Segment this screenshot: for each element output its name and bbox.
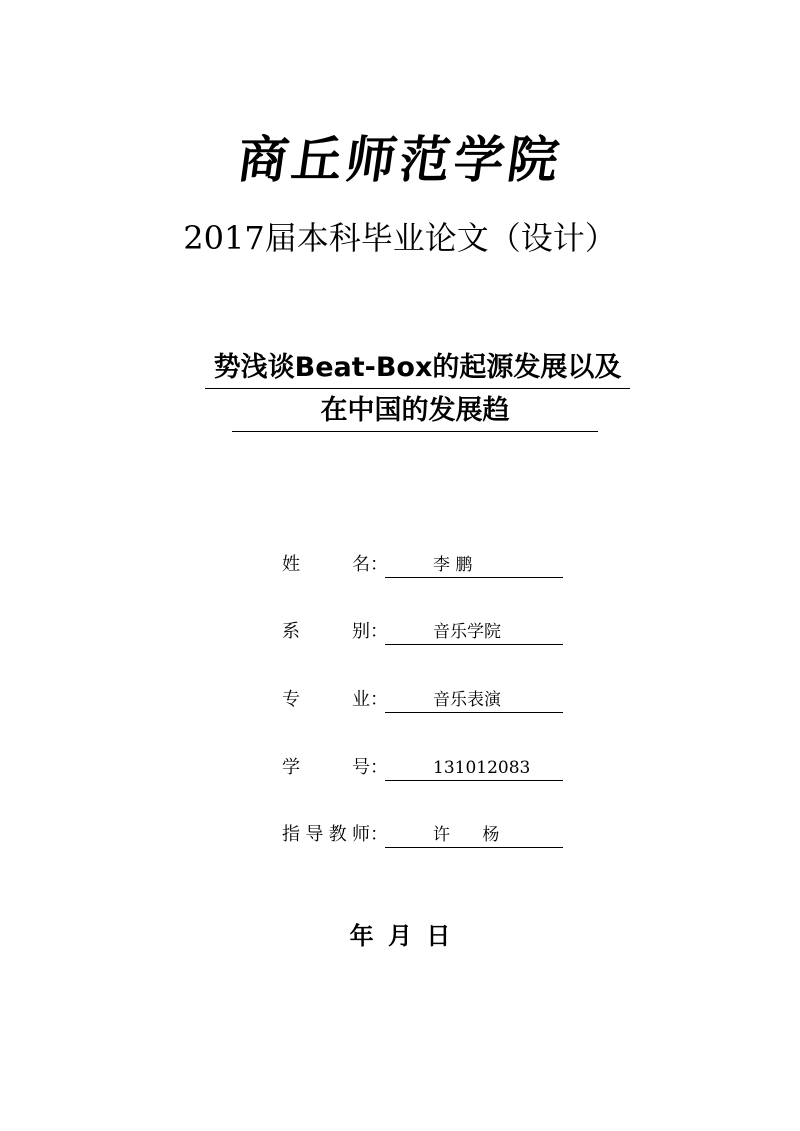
info-label-major	[282, 685, 388, 715]
info-label-advisor	[282, 820, 388, 850]
label-char: 学	[282, 757, 300, 778]
thesis-title-line-1: 势浅谈Beat-Box的起源发展以及	[205, 348, 630, 389]
label-colon: ：	[370, 689, 388, 710]
school-logo: 商丘师范学院	[233, 130, 567, 189]
info-row-advisor	[282, 820, 582, 850]
label-char: 教	[328, 824, 347, 845]
label-char: 业	[352, 689, 370, 710]
label-char: 号	[352, 757, 370, 778]
thesis-subtitle: 2017届本科毕业论文（设计）	[183, 219, 617, 257]
info-value-student-id	[385, 753, 563, 781]
info-label-name	[282, 550, 388, 580]
label-char: 名	[352, 554, 370, 575]
label-colon: ：	[370, 757, 388, 778]
student-id-value: 131012083	[433, 758, 531, 778]
info-row-student-id	[282, 753, 582, 783]
name-value: 李 鹏	[433, 555, 473, 575]
info-label-student-id	[282, 753, 388, 783]
info-value-name	[385, 550, 563, 578]
label-char: 导	[305, 824, 324, 845]
label-colon: ：	[370, 824, 388, 845]
info-value-major	[385, 685, 563, 713]
advisor-value: 许 杨	[433, 825, 500, 845]
info-row-department	[282, 617, 582, 647]
label-char: 专	[282, 689, 300, 710]
info-row-major	[282, 685, 582, 715]
info-row-name	[282, 550, 582, 580]
label-char: 系	[282, 621, 300, 642]
major-value: 音乐表演	[433, 690, 501, 710]
label-char: 别	[352, 621, 370, 642]
label-colon: ：	[370, 621, 388, 642]
label-char: 姓	[282, 554, 300, 575]
info-value-advisor	[385, 820, 563, 848]
label-colon: ：	[370, 554, 388, 575]
label-char: 师	[351, 824, 370, 845]
thesis-title-line-2: 在中国的发展趋	[232, 391, 598, 432]
label-char: 指	[282, 824, 300, 845]
info-value-department	[385, 617, 563, 645]
info-label-department	[282, 617, 388, 647]
department-value: 音乐学院	[433, 622, 501, 642]
date-line: 年 月 日	[349, 922, 451, 950]
